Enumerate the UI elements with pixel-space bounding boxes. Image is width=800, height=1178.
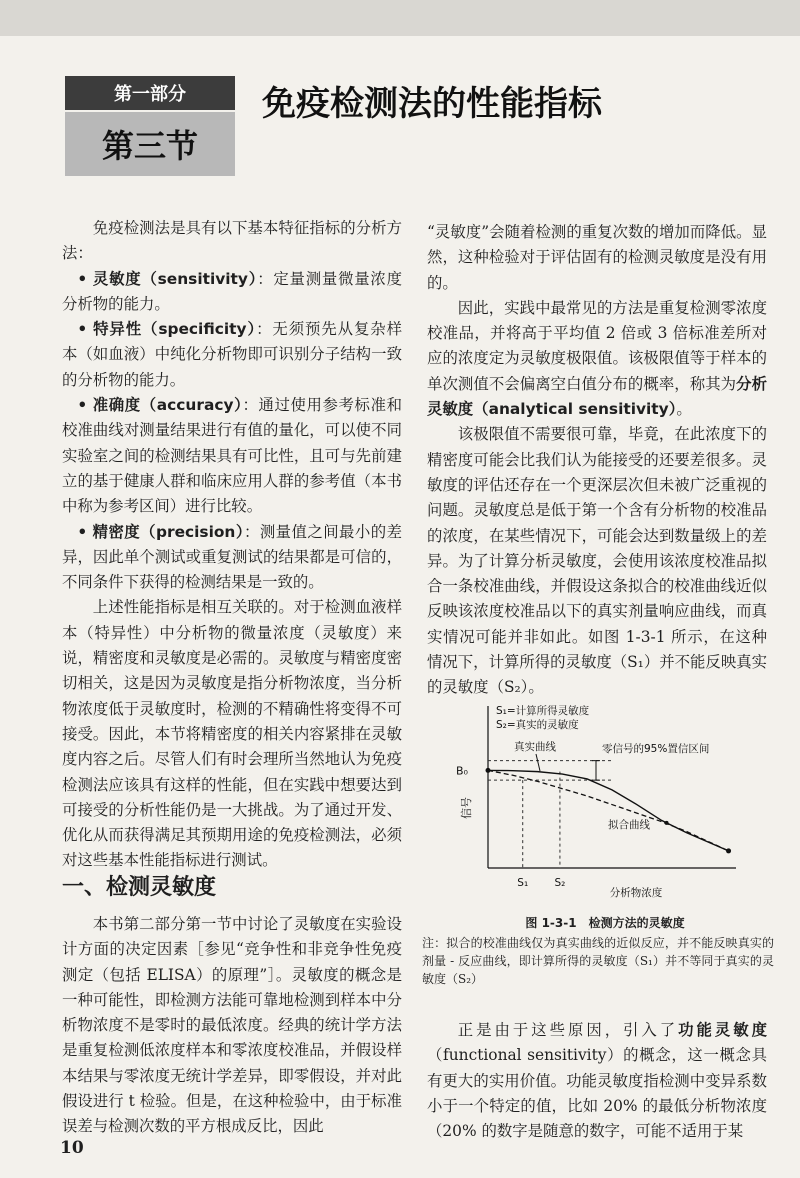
true-curve [488,770,729,851]
right-column [427,220,767,701]
fitted-curve-label: 拟合曲线 [608,819,650,831]
bullet-term: 精密度（precision） [92,522,244,541]
bullet-text: ：通过使用参考标准和校准曲线对测量结果进行有值的量化，可以使不同实验室之间的检测结果具有可比性，且可与先前建立的基于健康人群和临床应用人群的参考值（本书中称为参考区间）进行比较。 [62,396,402,516]
bullet-text: ：测量值之间最小的差异，因此单个测试或重复测试的结果都是可信的，不同条件下获得的检测结果是一致的。 [62,522,402,592]
paragraph-text: （functional sensitivity）的概念，这一概念具有更大的实用价值。功能灵敏度指检测中变异系数小于一个特定的值，比如 20% 的最低分析物浓度（20% 的数字是随意的数字，可能不适用于某 [427,1046,767,1141]
true-curve-label: 真实曲线 [514,741,556,753]
b0-label: B₀ [456,764,468,778]
bullet-text: ：无须预先从复杂样本（如血液）中纯化分析物即可识别分子结构一致的分析物的能力。 [62,320,402,389]
term-functional-sensitivity: 功能灵敏度 [678,1021,767,1039]
body-paragraph [427,296,767,422]
paragraph-text: 因此，实践中最常见的方法是重复检测零浓度校准品，并将高于平均值 2 倍或 3 倍标准差所对应的浓度定为灵敏度极限值。该极限值等于样本的单次测值不会偏离空白值分布的概率，称其为 [427,298,767,393]
left-column-lower [62,912,402,1140]
paragraph-text: 正是由于这些原因，引入了 [457,1021,679,1039]
bullet-term: 准确度（accuracy） [92,396,243,415]
body-paragraph: 上述性能指标是相互关联的。对于检测血液样本（特异性）中分析物的微量浓度（灵敏度）来说，精密度和灵敏度是必需的。灵敏度与精密度密切相关，这是因为灵敏度是指分析物浓度，当分析物浓度低于灵敏度时，检测的不精确性将变得不可接受。因此，本节将精密度的相关内容紧排在灵敏度内容之后。尽管人们有时会理所当然地认为免疫检测法应该具有这样的性能，但在实践中想要达到可接受的分析性能仍是一大挑战。为了通过开发、优化从而获得满足其预期用途的免疫检测法，必须对这些基本性能指标进行测试。 [62,598,402,870]
bullet-specificity: • 特异性（specificity）：无须预先从复杂样本（如血液）中纯化分析物即可识别分子结构一致的分析物的能力。 [62,320,402,389]
s1-label: S₁ [517,877,529,889]
x-axis-label: 分析物浓度 [609,887,663,899]
right-column-lower [427,1018,767,1144]
body-paragraph: 该极限值不需要很可靠，毕竟，在此浓度下的精密度可能会比我们认为能接受的还要差很多。灵敏度的评估还存在一个更深层次但未被广泛重视的问题。灵敏度总是低于第一个含有分析物的校准品的浓度，在某些情况下，可能会达到数量级上的差异。为了计算分析灵敏度，会使用该浓度校准品拟合一条校准曲线，并假设这条拟合的校准曲线近似反映该浓度校准品以下的真实剂量响应曲线，而真实情况可能并非如此。如图 1-3-1 所示，在这种情况下，计算所得的灵敏度（S₁）并不能反映真实的灵敏度（S₂）。 [427,425,767,697]
body-paragraph: “灵敏度”会随着检测的重复次数的增加而降低。显然，这种检验对于评估固有的检测灵敏度是没有用的。 [427,223,767,292]
body-paragraph [427,1018,767,1144]
part-label: 第一部分 [65,76,235,110]
end-point [726,848,731,853]
ci-label: 零信号的95%置信区间 [602,743,710,755]
bullet-text: ：定量测量微量浓度分析物的能力。 [62,269,402,313]
figure-note: 注：拟合的校准曲线仅为真实曲线的近似反应，并不能反映真实的剂量 - 反应曲线，即计算所得的灵敏度（S₁）并不等同于真实的灵敏度（S₂） [422,936,774,986]
sensitivity-chart [440,696,750,908]
bullet-term: 灵敏度（sensitivity） [92,269,258,288]
body-paragraph: 本书第二部分第一节中讨论了灵敏度在实验设计方面的决定因素［参见“竞争性和非竞争性免疫测定（包括 ELISA）的原理”］。灵敏度的概念是一种可能性，即检测方法能可靠地检测到样本中分析物浓度不是零时的最低浓度。经典的统计学方法是重复检测低浓度样本和零浓度校准品，并假设样本结果与零浓度无统计学差异，即零假设，并对此假设进行 t 检验。但是，在这种检验中，由于标准误差与检测次数的平方根成反比，因此 [62,915,402,1136]
y-axis-label: 信号 [460,797,473,819]
bullet-sensitivity: • 灵敏度（sensitivity）：定量测量微量浓度分析物的能力。 [62,269,402,313]
intro-paragraph: 免疫检测法是具有以下基本特征指标的分析方法： [62,219,402,263]
section-label: 第三节 [65,112,235,176]
b0-point [486,768,491,773]
left-column [62,216,402,874]
fit-point [665,821,669,825]
legend-s1: S₁=计算所得灵敏度 [496,705,590,717]
figure-caption: 图 1-3-1 检测方法的灵敏度 [525,916,685,930]
fitted-curve [488,770,729,851]
bullet-precision: • 精密度（precision）：测量值之间最小的差异，因此单个测试或重复测试的结果都是可信的，不同条件下获得的检测结果是一致的。 [62,522,402,592]
page-title: 免疫检测法的性能指标 [262,84,602,124]
section-heading: 一、检测灵敏度 [62,875,217,900]
top-scan-strip [0,0,800,36]
legend-s2: S₂=真实的灵敏度 [496,719,579,731]
s2-label: S₂ [554,877,566,889]
bullet-term: 特异性（specificity） [93,320,257,339]
true-curve-pointer [536,754,540,771]
paragraph-text: 。 [676,400,692,419]
page-number: 10 [60,1138,84,1158]
term-analytical-sensitivity: 分析灵敏度（analytical sensitivity） [427,374,767,419]
bullet-accuracy: • 准确度（accuracy）：通过使用参考标准和校准曲线对测量结果进行有值的量化，可以使不同实验室之间的检测结果具有可比性，且可与先前建立的基于健康人群和临床应用人群的参考值（本书中称为参考区间）进行比较。 [62,396,402,516]
